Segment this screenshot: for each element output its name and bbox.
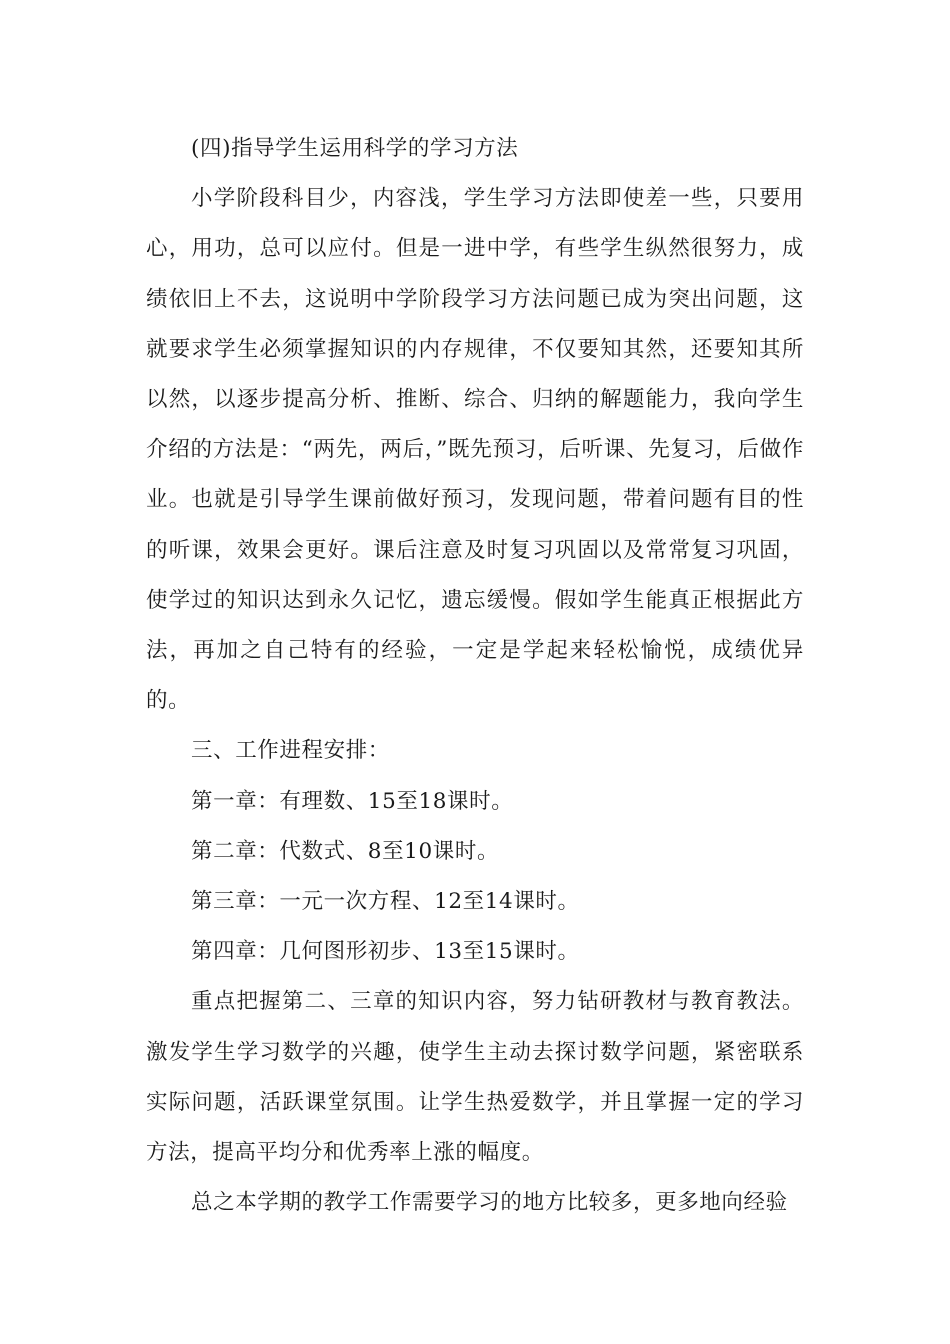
chapter-three-line: 第三章：一元一次方程、12至14课时。 <box>191 889 580 915</box>
paragraph-focus: 重点把握第二、三章的知识内容，努力钻研教材与教育教法。激发学生学习数学的兴趣，使学生主动去探讨数学问题，紧密联系实际问题，活跃课堂氛围。让学生热爱数学，并且掌握一定的学习方法，提高平均分和优秀率上涨的幅度。 <box>146 989 804 1166</box>
section-heading-three: 三、工作进程安排： <box>191 738 390 764</box>
section-heading-four: (四)指导学生运用科学的学习方法 <box>191 136 519 161</box>
chapter-one-line: 第一章：有理数、15至18课时。 <box>191 788 514 814</box>
chapter-two-line: 第二章：代数式、8至10课时。 <box>191 838 500 864</box>
document-page <box>146 124 804 1228</box>
chapter-four-line: 第四章：几何图形初步、13至15课时。 <box>191 939 580 965</box>
paragraph-summary: 总之本学期的教学工作需要学习的地方比较多，更多地向经验 <box>191 1190 788 1216</box>
paragraph-study-methods: 小学阶段科目少，内容浅，学生学习方法即使差一些，只要用心，用功，总可以应付。但是一进中学，有些学生纵然很努力，成绩依旧上不去，这说明中学阶段学习方法问题已成为突出问题，这就要求学生必须掌握知识的内存规律，不仅要知其然，还要知其所以然，以逐步提高分析、推断、综合、归纳的解题能力，我向学生介绍的方法是：“两先，两后，”既先预习，后听课、先复习，后做作业。也就是引导学生课前做好预习，发现问题，带着问题有目的性的听课，效果会更好。课后注意及时复习巩固以及常常复习巩固，使学过的知识达到永久记忆，遗忘缓慢。假如学生能真正根据此方法，再加之自己特有的经验，一定是学起来轻松愉悦，成绩优异的。 <box>146 186 804 714</box>
